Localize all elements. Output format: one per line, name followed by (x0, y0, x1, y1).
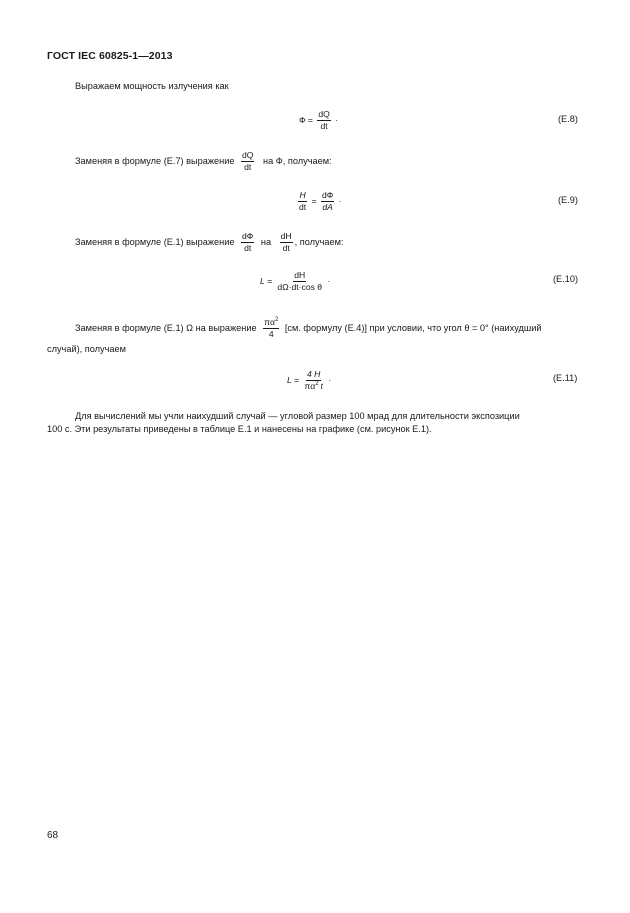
equation-e9 (296, 191, 342, 212)
replace2-paragraph (75, 232, 343, 253)
fraction-numerator: dФ (321, 191, 334, 202)
fraction-denominator: dt (282, 243, 290, 254)
equation-e10-lhs: L = (260, 275, 273, 286)
equation-e8-label: (Е.8) (558, 114, 578, 124)
equation-e8 (299, 110, 338, 131)
equation-e8-lhs: Ф = (299, 114, 313, 125)
inline-fraction-dq-dt (241, 151, 254, 172)
final-paragraph-line1: Для вычислений мы учли наихудший случай — угловой размер 100 мрад для длительности экспозиции (75, 411, 520, 421)
equation-e10-tail: · (327, 275, 331, 286)
time-variable: t (320, 381, 323, 392)
fraction-numerator: dQ (317, 110, 330, 121)
inline-fraction-pi-alpha (263, 318, 279, 339)
replace2-text-pre: Заменяя в формуле (Е.1) выражение (75, 236, 235, 247)
fraction-numerator: 4 H (306, 370, 321, 381)
exponent: 2 (315, 381, 319, 388)
fraction-numerator: dH (280, 232, 293, 243)
fraction-denominator: dt (244, 162, 252, 173)
pi-alpha-text: πα (264, 317, 275, 327)
equation-e9-lhs-fraction (298, 191, 307, 212)
fraction-numerator: H (298, 191, 306, 202)
fraction-numerator: dФ (241, 232, 254, 243)
document-header: ГОСТ IEC 60825-1—2013 (47, 50, 173, 62)
intro-paragraph: Выражаем мощность излучения как (75, 81, 229, 91)
equation-e11-lhs: L = (287, 374, 300, 385)
inline-fraction-dh-dt (280, 232, 293, 253)
equation-e10-fraction (276, 271, 323, 292)
pi-alpha-text: πα (304, 381, 316, 392)
equation-e10-label: (Е.10) (553, 274, 579, 284)
replace3-continuation: случай), получаем (47, 344, 126, 354)
equation-e11 (287, 370, 331, 391)
equation-e9-label: (Е.9) (558, 195, 578, 205)
equation-e8-fraction (317, 110, 330, 131)
fraction-denominator: dA (322, 202, 333, 213)
replace2-text-mid: на (260, 236, 272, 247)
replace1-paragraph (75, 151, 332, 172)
replace1-text-pre: Заменяя в формуле (Е.7) выражение (75, 155, 235, 166)
final-paragraph-line2: 100 с. Эти результаты приведены в таблице Е.1 и нанесены на графике (см. рисунок Е.1). (47, 424, 432, 434)
equation-e9-tail: · (338, 195, 342, 206)
equation-e11-label: (Е.11) (553, 373, 578, 383)
replace1-text-post: на Ф, получаем: (263, 155, 332, 166)
equation-e9-equals: = (311, 195, 317, 206)
fraction-numerator: dH (293, 271, 306, 282)
fraction-numerator (263, 318, 279, 329)
replace2-text-post: , получаем: (294, 236, 344, 247)
fraction-denominator: dΩ·dt·cos θ (277, 282, 323, 293)
replace3-text-pre: Заменяя в формуле (Е.1) Ω на выражение (75, 322, 257, 333)
fraction-denominator: 4 (268, 329, 274, 340)
equation-e11-fraction (303, 370, 324, 391)
replace3-paragraph (75, 318, 542, 339)
fraction-denominator: dt (299, 202, 307, 213)
inline-fraction-dphi-dt (241, 232, 254, 253)
equation-e8-tail: · (335, 114, 339, 125)
exponent: 2 (274, 317, 279, 323)
equation-e11-tail: · (328, 374, 332, 385)
fraction-denominator: dt (320, 121, 328, 132)
equation-e10 (260, 271, 330, 292)
fraction-numerator: dQ (241, 151, 254, 162)
replace3-text-post: [см. формулу (Е.4)] при условии, что угол θ = 0° (наихудший (284, 322, 542, 333)
page-number: 68 (47, 830, 59, 841)
fraction-denominator: dt (244, 243, 252, 254)
fraction-denominator (303, 381, 324, 391)
equation-e9-rhs-fraction (321, 191, 334, 212)
